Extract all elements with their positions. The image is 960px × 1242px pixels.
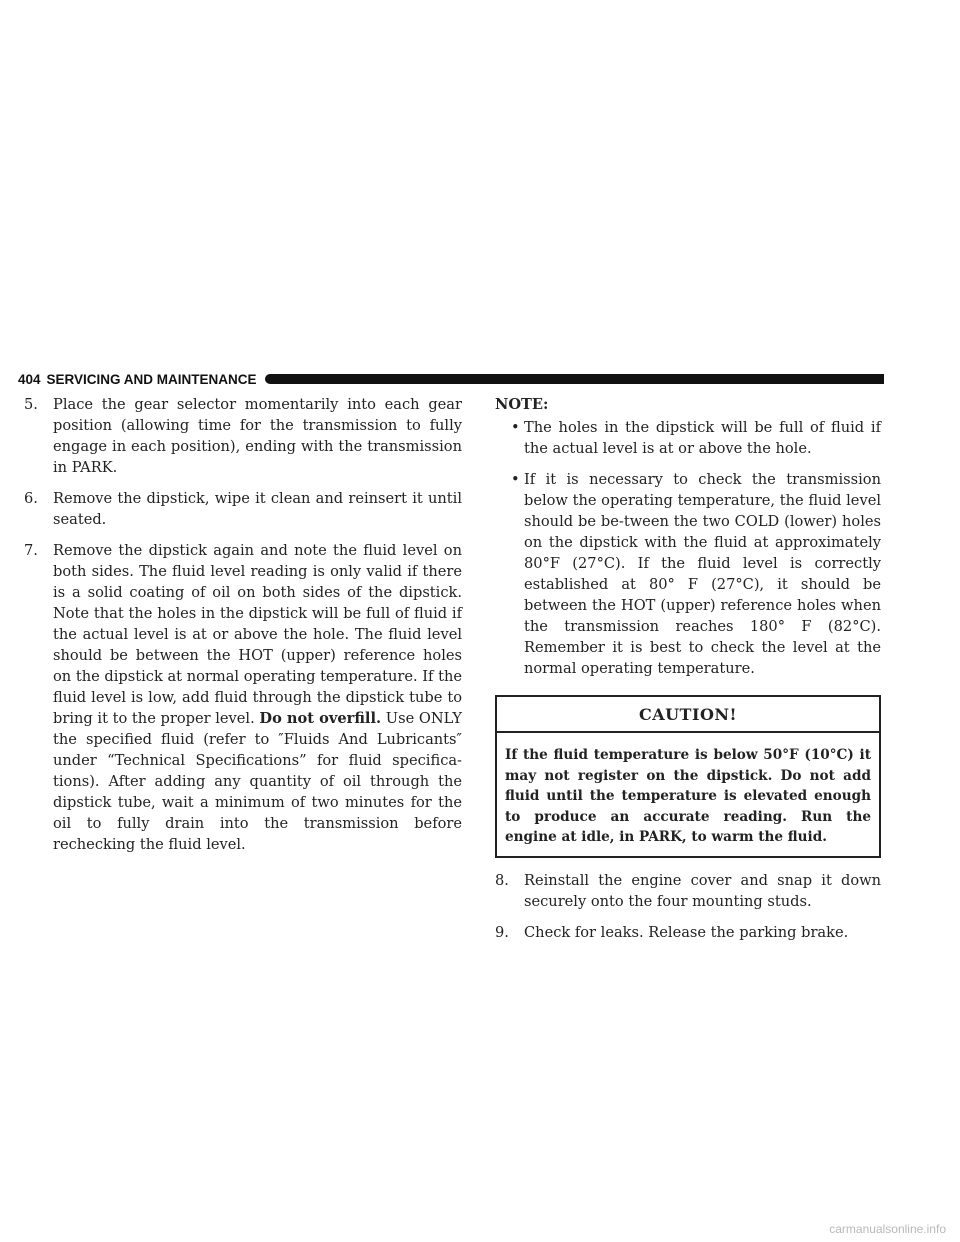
do-not-overfill-warning: Do not overfill.: [259, 710, 382, 727]
note-heading: NOTE:: [495, 396, 549, 413]
caution-title: CAUTION!: [497, 697, 879, 733]
step-number: 7.: [24, 542, 38, 559]
step-8: [495, 870, 881, 912]
step-text: Reinstall the engine cover and snap it down securely onto the four mounting studs.: [524, 871, 881, 910]
note-bullet: [495, 469, 881, 679]
header-rule: [265, 374, 884, 384]
page-number: 404: [18, 371, 41, 387]
step-number: 8.: [495, 871, 509, 889]
step-number: 5.: [24, 396, 38, 413]
step-7: [24, 540, 462, 855]
step-number: 6.: [24, 490, 38, 507]
bullet-text: The holes in the dipstick will be full of fluid if the actual level is at or above the hole.: [524, 419, 881, 457]
note-bullet: [495, 417, 881, 459]
page-header: [18, 371, 884, 387]
step-9: [495, 922, 881, 943]
bullet-icon: •: [511, 471, 520, 488]
bullet-icon: •: [511, 419, 520, 436]
step-number: 9.: [495, 923, 509, 941]
caution-box: [495, 695, 881, 858]
step-text-part: Use ONLY the specified fluid (refer to ″Fluids And Lubricants″ under “Technical Specifications” for fluid specifica-tions). After adding any quantity of oil through the dipstick tube, wait a minimum of two minutes for the oil to fully drain into the transmission before rechecking the fluid level.: [53, 710, 463, 853]
step-text: [53, 542, 462, 853]
right-column: [495, 394, 881, 953]
step-text: Check for leaks. Release the parking brake.: [524, 923, 849, 941]
section-title: SERVICING AND MAINTENANCE: [46, 371, 257, 387]
bullet-text: If it is necessary to check the transmission below the operating temperature, the fluid level should be be-tween the two COLD (lower) holes on the dipstick with the fluid at approximately 80°F (27°C). If the fluid level is correctly established at 80° F (27°C), it should be between the HOT (upper) reference holes when the transmission reaches 180° F (82°C). Remember it is best to check the level at the normal operating temperature.: [524, 471, 881, 677]
step-6: [24, 488, 462, 530]
caution-body: If the fluid temperature is below 50°F (10°C) it may not register on the dipstick. Do not add fluid until the temperature is elevated enough to produce an accurate reading. Run the engine at idle, in PARK, to warm the fluid.: [505, 747, 871, 845]
step-5: [24, 394, 462, 478]
step-text: Place the gear selector momentarily into each gear position (allowing time for the transmission to fully engage in each position), ending with the transmission in PARK.: [53, 396, 462, 476]
left-column: [24, 394, 462, 865]
step-text-part: Remove the dipstick again and note the fluid level on both sides. The fluid level reading is only valid if there is a solid coating of oil on both sides of the dipstick. Note that the holes in the dipstick will be full of fluid if the actual level is at or above the hole. The fluid level should be between the HOT (upper) reference holes on the dipstick at normal operating temperature. If the fluid level is low, add fluid through the dipstick tube to bring it to the proper level.: [53, 542, 462, 727]
watermark: carmanualsonline.info: [829, 1222, 946, 1236]
step-text: Remove the dipstick, wipe it clean and reinsert it until seated.: [53, 490, 462, 528]
